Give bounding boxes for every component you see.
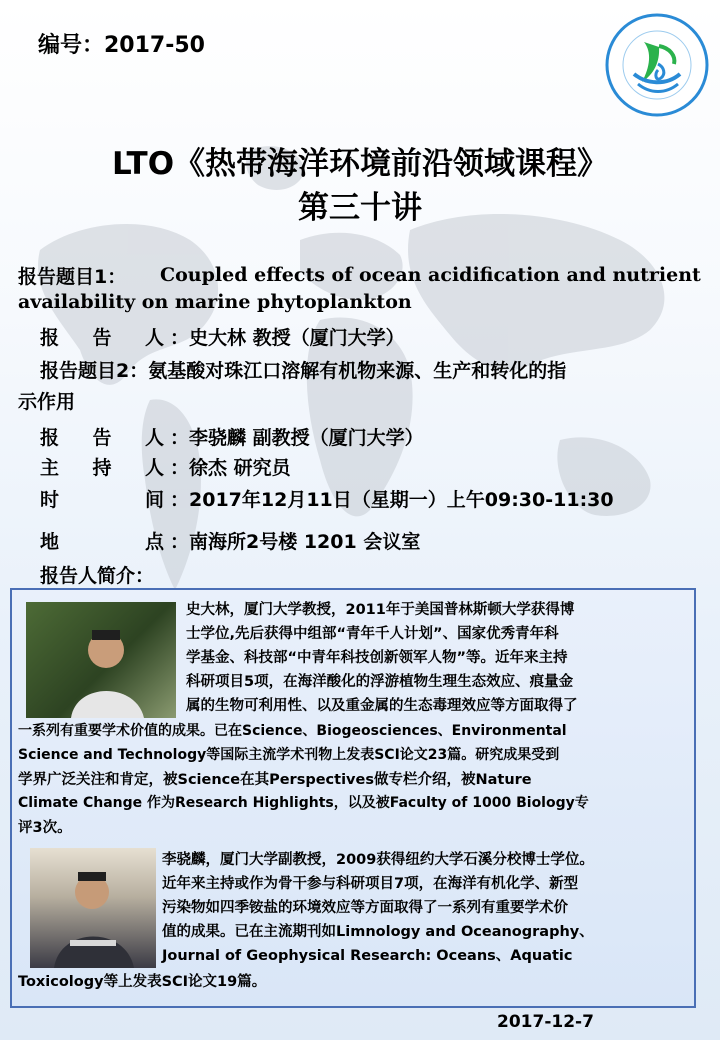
bio2-line: 值的成果。已在主流期刊如Limnology and Oceanography、 [162, 924, 594, 940]
course-title: LTO《热带海洋环境前沿领域课程》 [111, 146, 609, 182]
bio2-line: 污染物如四季铵盐的环境效应等方面取得了一系列有重要学术价 [162, 900, 568, 916]
label-char: 人 [144, 457, 164, 479]
bio1-line: Climate Change 作为Research Highlights，以及被Faculty of 1000 Biology专 [18, 795, 589, 811]
issue-date: 2017-12-7 [497, 1012, 594, 1032]
bio1-line: 评3次。 [18, 820, 72, 836]
speaker1-label [40, 323, 164, 350]
speaker-bio-box [10, 588, 696, 1008]
host-label [40, 453, 164, 480]
label-char: 时 [40, 489, 60, 511]
speaker1-value: ：史大林 教授（厦门大学） [170, 327, 405, 349]
label-char: 间 [144, 489, 164, 511]
lecture-number: 第三十讲 [298, 190, 422, 226]
bio1-line: 一系列有重要学术价值的成果。已在Science、Biogeosciences、Environmental [18, 723, 567, 739]
talk2-title-line1: 报告题目2：氨基酸对珠江口溶解有机物来源、生产和转化的指 [40, 360, 567, 382]
speaker-intro-label: 报告人简介： [40, 565, 155, 587]
talk1-label: 报告题目1： [18, 266, 127, 288]
time-row [0, 485, 720, 513]
speaker2-row [0, 423, 720, 451]
bio1-line: 属的生物可利用性、以及重金属的生态毒理效应等方面取得了 [186, 698, 578, 714]
label-char: 报 [40, 427, 60, 449]
serial-number: 编号：2017-50 [38, 33, 205, 58]
host-row [0, 453, 720, 481]
speaker2-value: ：李骁麟 副教授（厦门大学） [170, 427, 424, 449]
talk1-title-part2: availability on marine phytoplankton [18, 291, 412, 313]
institute-logo [604, 12, 710, 118]
bio1-line: Science and Technology等国际主流学术刊物上发表SCI论文23篇。研究成果受到 [18, 747, 560, 763]
label-char: 持 [92, 457, 112, 479]
bio2-line: Journal of Geophysical Research: Oceans、Aquatic [162, 948, 573, 964]
bio1-line: 学界广泛关注和肯定，被Science在其Perspectives做专栏介绍，被Nature [18, 772, 532, 788]
label-char: 地 [40, 531, 60, 553]
bio1-line: 科研项目5项，在海洋酸化的浮游植物生理生态效应、痕量金 [186, 674, 574, 690]
speaker1-row [0, 323, 720, 351]
host-value: ：徐杰 研究员 [170, 457, 291, 479]
talk2-title-line2: 示作用 [18, 391, 76, 413]
bio1-line: 史大林，厦门大学教授，2011年于美国普林斯顿大学获得博 [186, 602, 575, 618]
time-label [40, 485, 164, 512]
place-row [0, 527, 720, 555]
place-label [40, 527, 164, 554]
speaker1-photo [26, 602, 176, 718]
label-char: 人 [144, 327, 164, 349]
label-char: 点 [144, 531, 164, 553]
talk1-title-part1: Coupled effects of ocean acidification and nutrient [160, 264, 701, 286]
bio1-line: 士学位,先后获得中组部“青年千人计划”、国家优秀青年科 [186, 626, 559, 642]
bio1-line: 学基金、科技部“中青年科技创新领军人物”等。近年来主持 [186, 650, 568, 666]
speaker2-photo [30, 848, 156, 968]
label-char: 人 [144, 427, 164, 449]
place-value: ：南海所2号楼 1201 会议室 [170, 531, 421, 553]
label-char: 告 [92, 327, 112, 349]
label-char: 报 [40, 327, 60, 349]
label-char: 主 [40, 457, 60, 479]
speaker2-label [40, 423, 164, 450]
bio2-line: 近年来主持或作为骨干参与科研项目7项，在海洋有机化学、新型 [162, 876, 579, 892]
label-char: 告 [92, 427, 112, 449]
bio2-line: Toxicology等上发表SCI论文19篇。 [18, 974, 267, 990]
bio2-line: 李骁麟，厦门大学副教授，2009获得纽约大学石溪分校博士学位。 [162, 852, 594, 868]
time-value: ：2017年12月11日（星期一）上午09:30-11:30 [170, 489, 614, 511]
